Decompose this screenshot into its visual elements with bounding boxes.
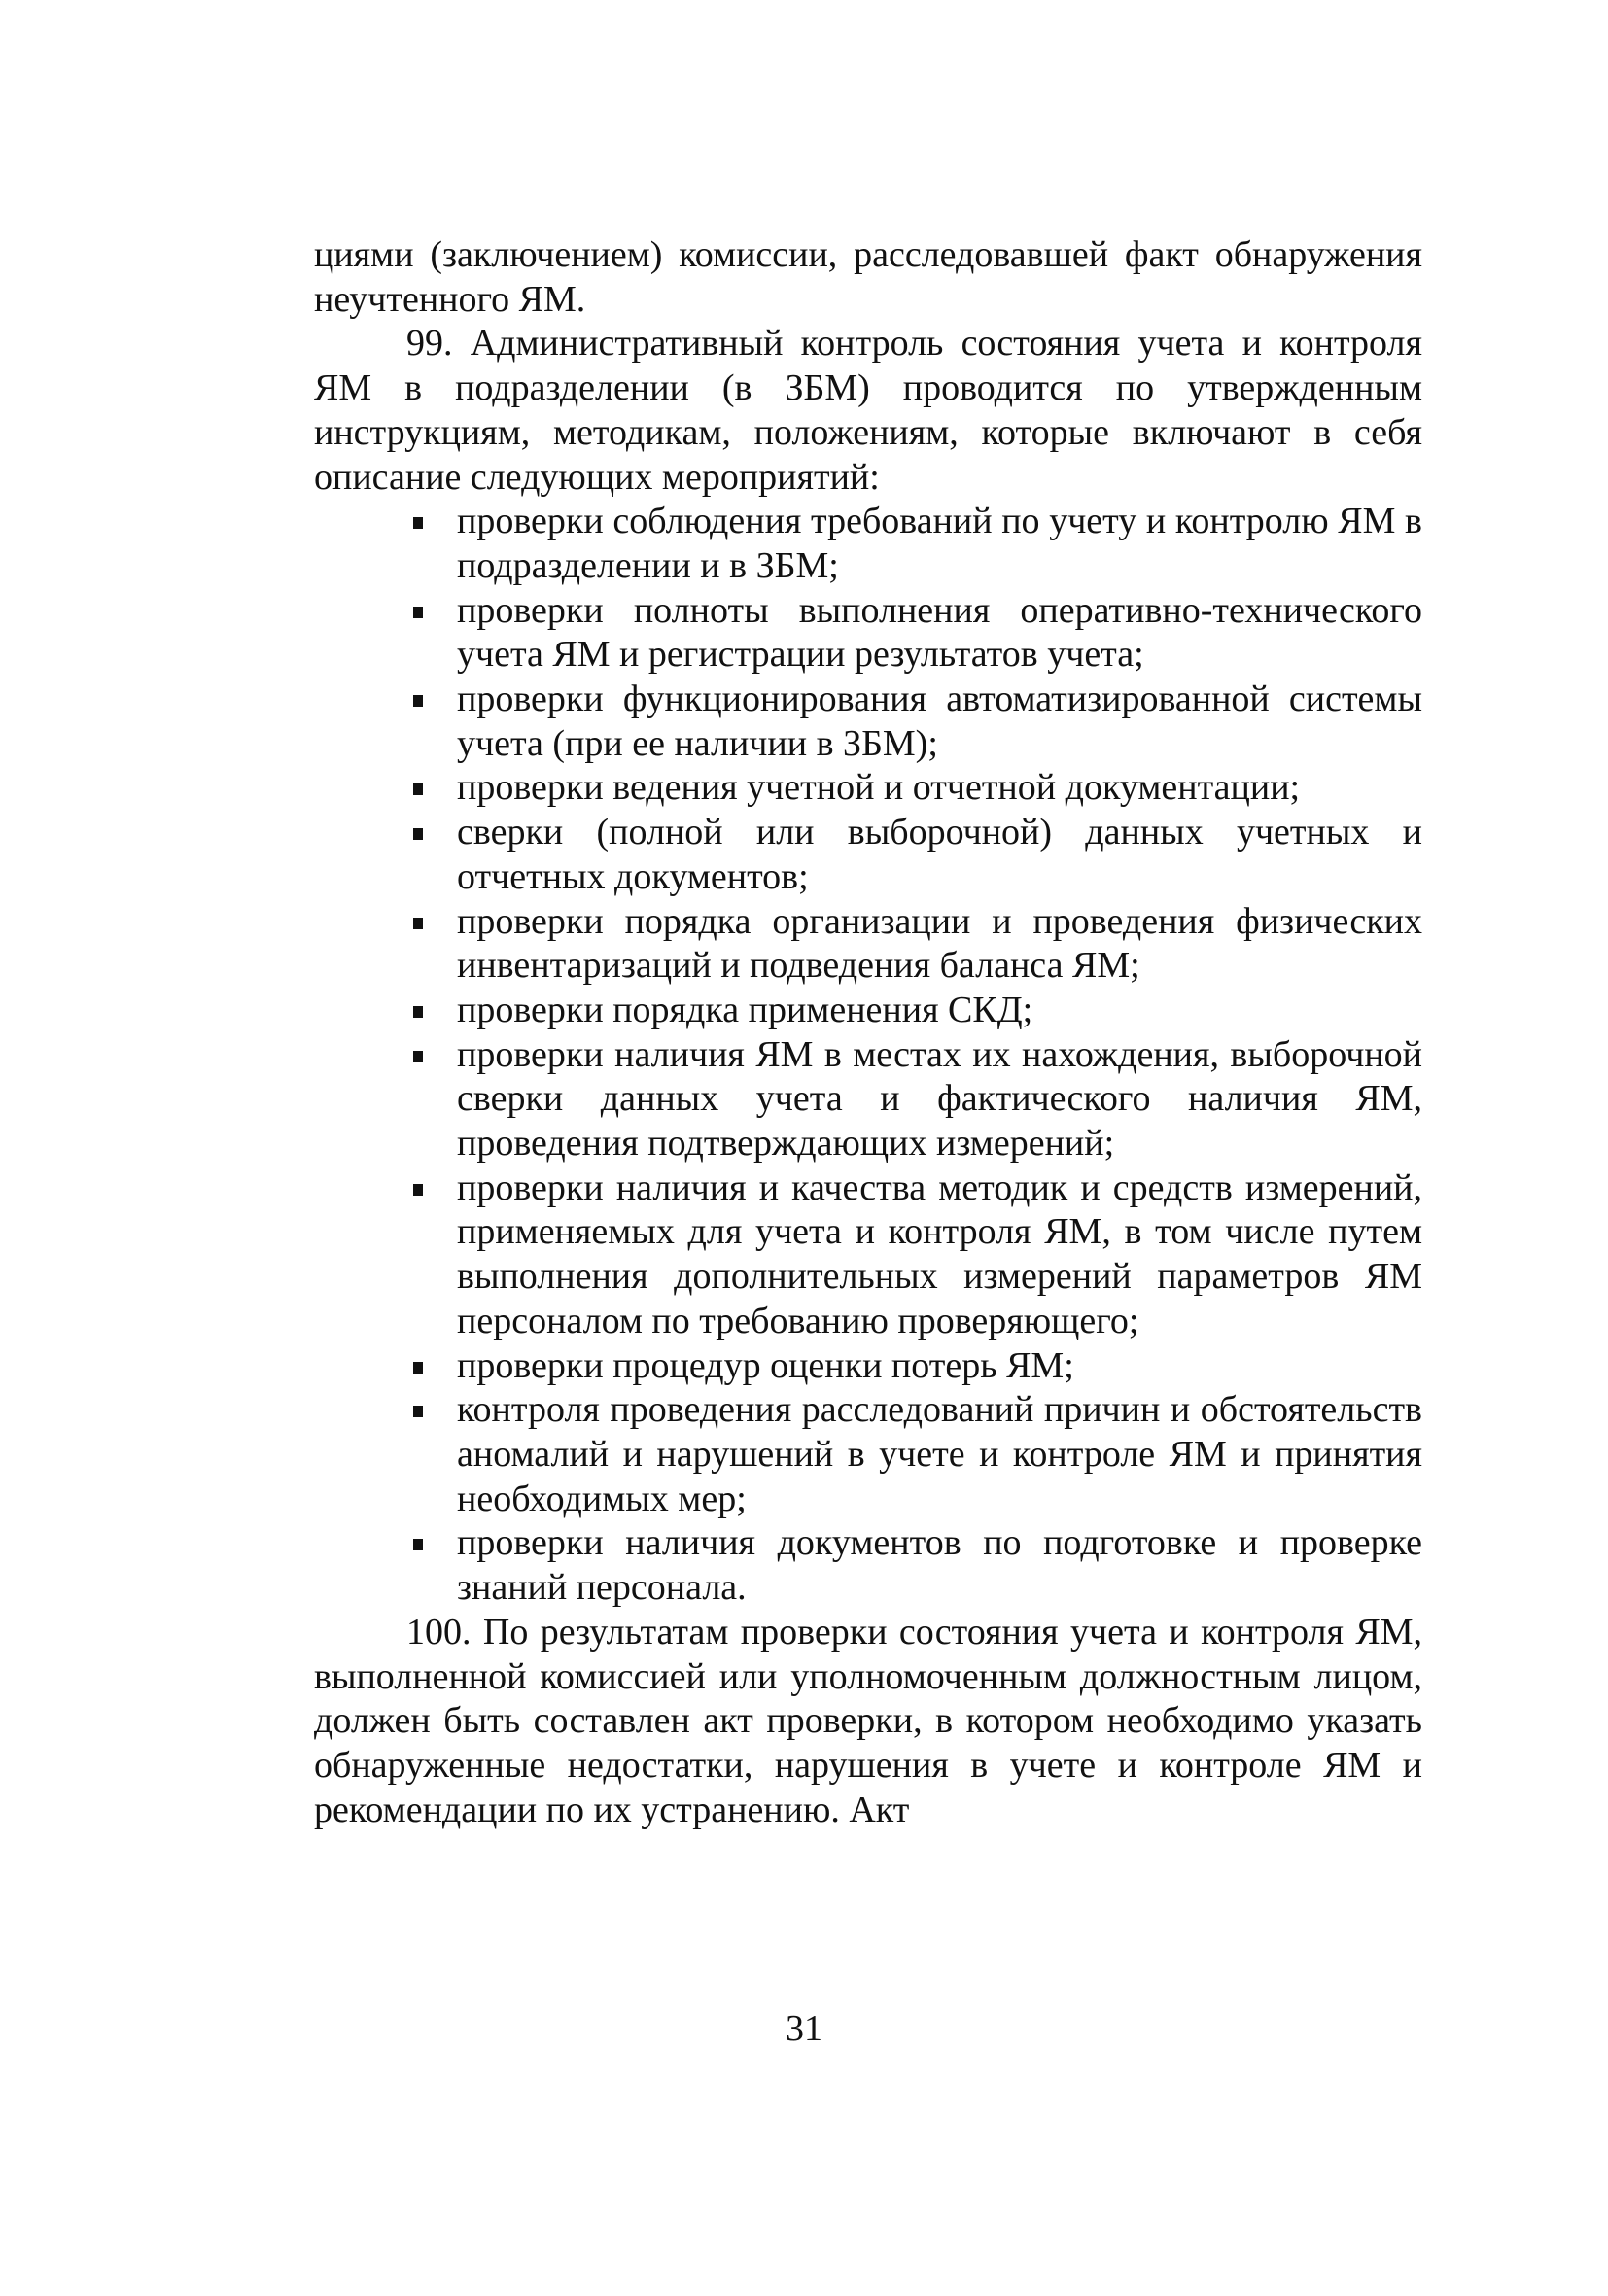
list-item (314, 1388, 1422, 1521)
list-item-text: проверки полноты выполнения оперативно-технического учета ЯМ и регистрации результатов учета; (457, 589, 1422, 676)
list-item (314, 1344, 1422, 1389)
list-item (314, 678, 1422, 766)
page-body (314, 233, 1422, 1832)
list-item-text: проверки порядка применения СКД; (457, 989, 1033, 1030)
square-bullet-icon (413, 1362, 423, 1374)
list-item-text: проверки наличия ЯМ в местах их нахождения, выборочной сверки данных учета и фактического наличия ЯМ, проведения подтверждающих измерений; (457, 1033, 1422, 1165)
bullet-list (314, 500, 1422, 1611)
page-number: 31 (786, 2008, 822, 2049)
list-item-text: проверки процедур оценки потерь ЯМ; (457, 1344, 1074, 1386)
list-item-text: сверки (полной или выборочной) данных учетных и отчетных документов; (457, 812, 1422, 897)
list-item (314, 1166, 1422, 1344)
list-item (314, 1521, 1422, 1610)
paragraph-continuation: циями (заключением) комиссии, расследовавшей факт обнаружения неучтенного ЯМ. (314, 234, 1422, 320)
list-item-text: проверки наличия и качества методик и средств измерений, применяемых для учета и контроля ЯМ, в том числе путем выполнения дополнительных измерений параметров ЯМ персоналом по требованию проверяющего; (457, 1166, 1422, 1341)
list-item (314, 766, 1422, 811)
square-bullet-icon (413, 1539, 423, 1550)
square-bullet-icon (413, 607, 423, 618)
list-item-text: проверки порядка организации и проведения физических инвентаризаций и подведения баланса ЯМ; (457, 900, 1422, 987)
list-item (314, 900, 1422, 989)
list-item-text: проверки ведения учетной и отчетной документации; (457, 767, 1301, 809)
square-bullet-icon (413, 783, 423, 795)
square-bullet-icon (413, 1406, 423, 1417)
list-item (314, 1033, 1422, 1166)
square-bullet-icon (413, 1184, 423, 1196)
list-item (314, 811, 1422, 899)
list-item-text: проверки функционирования автоматизированной системы учета (при ее наличии в ЗБМ); (457, 678, 1422, 764)
list-item (314, 989, 1422, 1033)
square-bullet-icon (413, 695, 423, 707)
square-bullet-icon (413, 1051, 423, 1062)
square-bullet-icon (413, 918, 423, 929)
list-item-text: проверки соблюдения требований по учету и контролю ЯМ в подразделении и в ЗБМ; (457, 501, 1422, 586)
square-bullet-icon (413, 828, 423, 840)
list-item-text: контроля проведения расследований причин и обстоятельств аномалий и нарушений в учете и контроле ЯМ и принятия необходимых мер; (457, 1389, 1422, 1519)
paragraph-99: 99. Административный контроль состояния учета и контроля ЯМ в подразделении (в ЗБМ) проводится по утвержденным инструкциям, методикам, положениям, которые включают в себя описание следующих мероприятий: (314, 323, 1422, 498)
list-item (314, 589, 1422, 678)
square-bullet-icon (413, 1006, 423, 1018)
list-item (314, 500, 1422, 588)
square-bullet-icon (413, 517, 423, 529)
paragraph-100: 100. По результатам проверки состояния учета и контроля ЯМ, выполненной комиссией или уполномоченным должностным лицом, должен быть составлен акт проверки, в котором необходимо указать обнаруженные недостатки, нарушения в учете и контроле ЯМ и рекомендации по их устранению. Акт (314, 1611, 1422, 1830)
list-item-text: проверки наличия документов по подготовке и проверке знаний персонала. (457, 1522, 1422, 1609)
